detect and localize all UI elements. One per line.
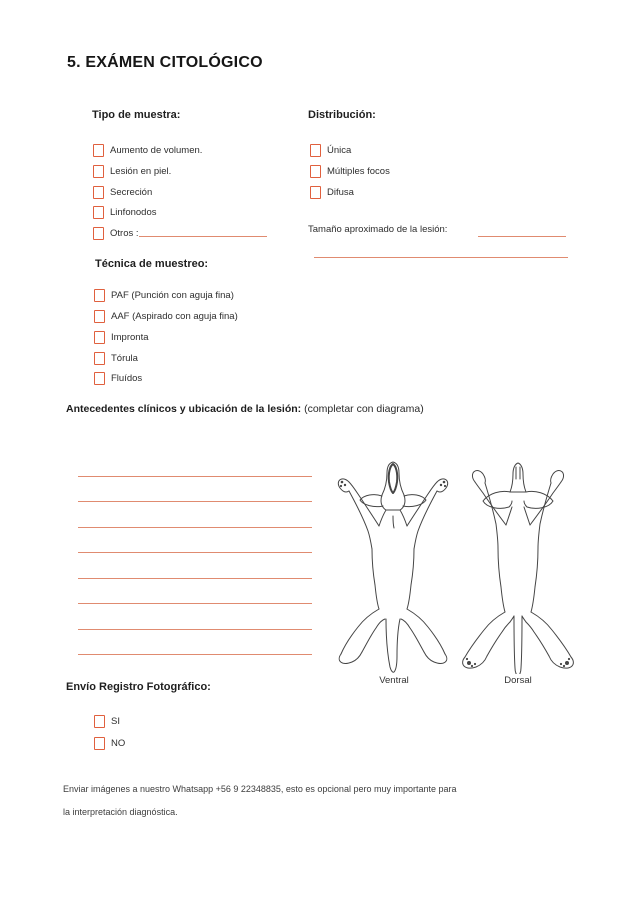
heading-tipo-de-muestra: Tipo de muestra: [92,109,181,121]
label-tamano-lesion: Tamaño aproximado de la lesión: [308,224,448,235]
option-label: PAF (Punción con aguja fina) [111,290,234,301]
option-label: SI [111,716,120,727]
checkbox-unica[interactable] [310,144,321,157]
writing-line[interactable] [78,528,312,554]
label-antecedentes [66,403,424,415]
tamano-fill-line-long[interactable] [314,246,568,258]
option-label: Secreción [110,187,153,198]
option-si [94,715,120,728]
option-linfonodos [93,206,156,219]
checkbox-multiples-focos[interactable] [310,165,321,178]
checkbox-no[interactable] [94,737,105,750]
option-label: Impronta [111,332,149,343]
checkbox-aaf[interactable] [94,310,105,323]
writing-line[interactable] [78,502,312,528]
checkbox-secrecion[interactable] [93,186,104,199]
option-lesion-en-piel [93,165,171,178]
footer-line-2: la interpretación diagnóstica. [63,807,178,817]
option-label: Otros : [110,228,139,239]
option-label: Fluídos [111,373,143,384]
option-label: Linfonodos [110,207,157,218]
writing-line[interactable] [78,604,312,630]
option-torula [94,352,138,365]
option-aaf [94,310,238,323]
option-label: Lesión en piel. [110,166,172,177]
option-label: NO [111,738,126,749]
footer-line-1: Enviar imágenes a nuestro Whatsapp +56 9 22348835, esto es opcional pero muy importante para [63,784,457,794]
writing-line[interactable] [78,553,312,579]
tamano-fill-line-short[interactable] [478,225,566,237]
ventral-label: Ventral [379,675,409,686]
option-label: AAF (Aspirado con aguja fina) [111,311,238,322]
dorsal-label: Dorsal [504,675,532,686]
option-label: Múltiples focos [327,166,390,177]
checkbox-otros[interactable] [93,227,104,240]
option-unica [310,144,351,157]
option-label: Tórula [111,353,138,364]
checkbox-fluidos[interactable] [94,372,105,385]
heading-envio-registro: Envío Registro Fotográfico: [66,681,211,693]
option-label: Difusa [327,187,354,198]
option-difusa [310,186,354,199]
checkbox-linfonodos[interactable] [93,206,104,219]
heading-tecnica-muestreo: Técnica de muestreo: [95,258,209,270]
label-antecedentes-bold: Antecedentes clínicos y ubicación de la lesión: [66,403,302,415]
dog-diagram-dorsal[interactable] [456,458,580,674]
writing-line[interactable] [78,630,312,656]
option-label: Aumento de volumen. [110,145,203,156]
writing-line[interactable] [78,451,312,477]
writing-line[interactable] [78,579,312,605]
checkbox-aumento-de-volumen[interactable] [93,144,104,157]
checkbox-torula[interactable] [94,352,105,365]
option-multiples-focos [310,165,390,178]
option-label: Única [327,145,352,156]
history-lines [78,451,312,655]
option-aumento-de-volumen [93,144,202,157]
writing-line[interactable] [78,477,312,503]
option-secrecion [93,186,152,199]
option-fluidos [94,372,142,385]
heading-distribucion: Distribución: [308,109,376,121]
checkbox-impronta[interactable] [94,331,105,344]
page-title: 5. EXÁMEN CITOLÓGICO [67,54,263,71]
option-paf [94,289,234,302]
label-antecedentes-note: (completar con diagrama) [301,403,424,415]
checkbox-lesion-en-piel[interactable] [93,165,104,178]
checkbox-paf[interactable] [94,289,105,302]
dog-diagram-ventral[interactable] [333,456,455,674]
checkbox-difusa[interactable] [310,186,321,199]
option-no [94,737,125,750]
checkbox-si[interactable] [94,715,105,728]
option-otros [93,227,139,240]
otros-fill-line[interactable] [139,224,267,237]
option-impronta [94,331,149,344]
footer-note [63,778,457,824]
